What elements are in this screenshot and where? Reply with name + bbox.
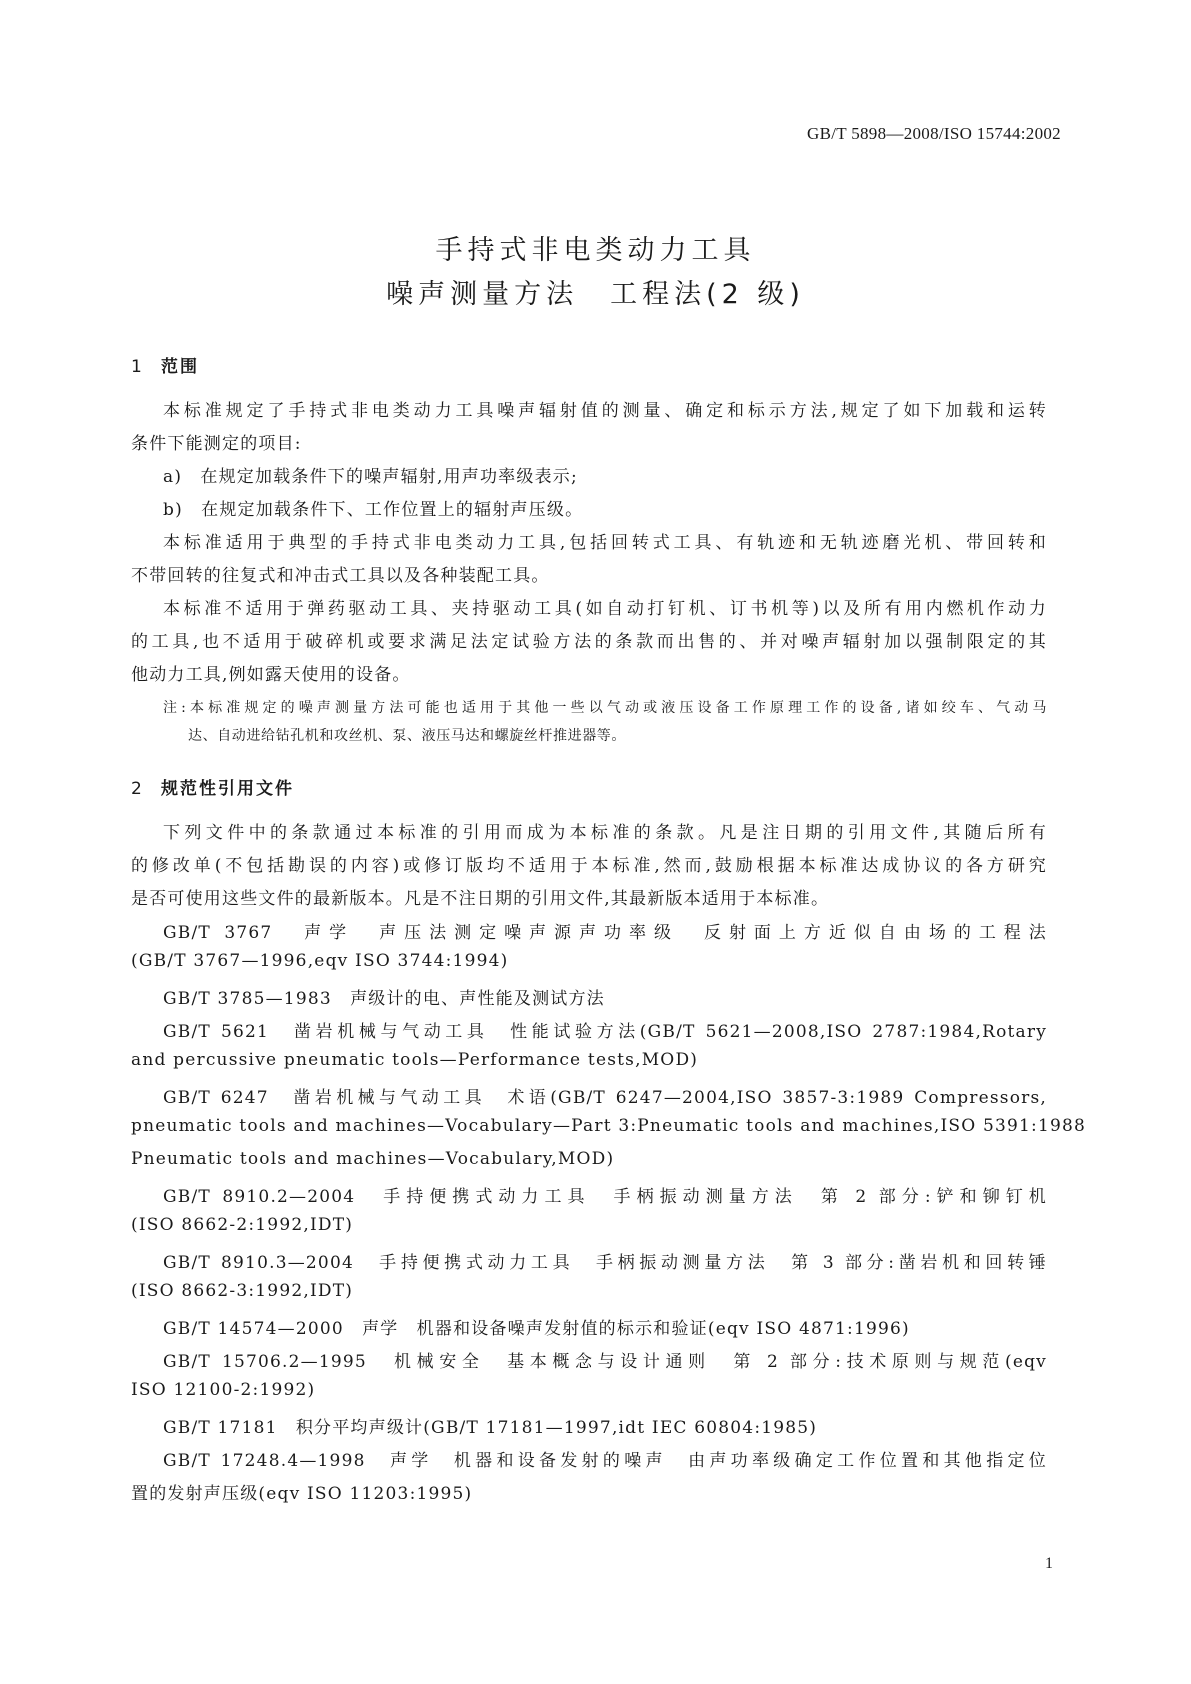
reference-entry-cont: (ISO 8662-2:1992,IDT) <box>131 1215 354 1235</box>
paragraph-line: 下列文件中的条款通过本标准的引用而成为本标准的条款。凡是注日期的引用文件,其随后所有 <box>163 823 1047 843</box>
reference-entry-cont: (GB/T 3767—1996,eqv ISO 3744:1994) <box>131 951 509 971</box>
section-title: 范围 <box>161 357 199 377</box>
reference-entry: GB/T 3785—1983 声级计的电、声性能及测试方法 <box>163 989 605 1009</box>
list-item-b: b) 在规定加载条件下、工作位置上的辐射声压级。 <box>163 500 584 520</box>
paragraph-line: 本标准不适用于弹药驱动工具、夹持驱动工具(如自动打钉机、订书机等)以及所有用内燃机作动力 <box>163 599 1047 619</box>
section-1-heading <box>131 352 199 377</box>
list-item-a: a) 在规定加载条件下的噪声辐射,用声功率级表示; <box>163 467 578 487</box>
paragraph-line: 的修改单(不包括勘误的内容)或修订版均不适用于本标准,然而,鼓励根据本标准达成协议的各方研究 <box>131 856 1047 876</box>
section-title: 规范性引用文件 <box>161 779 294 799</box>
note-line: 达、自动进给钻孔机和攻丝机、泵、液压马达和螺旋丝杆推进器等。 <box>188 728 626 744</box>
reference-entry: GB/T 17181 积分平均声级计(GB/T 17181—1997,idt IEC 60804:1985) <box>163 1418 818 1438</box>
paragraph-line: 条件下能测定的项目: <box>131 434 302 454</box>
reference-entry-cont: 置的发射声压级(eqv ISO 11203:1995) <box>131 1484 473 1504</box>
document-title-line-2: 噪声测量方法 工程法(2 级) <box>386 279 805 310</box>
paragraph-line: 是否可使用这些文件的最新版本。凡是不注日期的引用文件,其最新版本适用于本标准。 <box>131 889 830 909</box>
reference-entry: GB/T 8910.3—2004 手持便携式动力工具 手柄振动测量方法 第 3 部分:凿岩机和回转锤 <box>163 1253 1047 1273</box>
paragraph-line: 本标准适用于典型的手持式非电类动力工具,包括回转式工具、有轨迹和无轨迹磨光机、带回转和 <box>163 533 1047 553</box>
section-number: 2 <box>131 779 144 799</box>
reference-entry-cont: Pneumatic tools and machines—Vocabulary,MOD) <box>131 1149 615 1169</box>
reference-entry-cont: and percussive pneumatic tools—Performance tests,MOD) <box>131 1050 699 1070</box>
paragraph-line: 的工具,也不适用于破碎机或要求满足法定试验方法的条款而出售的、并对噪声辐射加以强制限定的其 <box>131 632 1047 652</box>
reference-entry: GB/T 8910.2—2004 手持便携式动力工具 手柄振动测量方法 第 2 部分:铲和铆钉机 <box>163 1187 1047 1207</box>
reference-entry: GB/T 14574—2000 声学 机器和设备噪声发射值的标示和验证(eqv ISO 4871:1996) <box>163 1319 910 1339</box>
section-2-heading <box>131 774 294 799</box>
section-number: 1 <box>131 357 144 377</box>
reference-entry: GB/T 6247 凿岩机械与气动工具 术语(GB/T 6247—2004,ISO 3857-3:1989 Compressors, <box>163 1088 1047 1108</box>
paragraph-line: 本标准规定了手持式非电类动力工具噪声辐射值的测量、确定和标示方法,规定了如下加载和运转 <box>163 401 1047 421</box>
document-title-line-1: 手持式非电类动力工具 <box>435 235 756 266</box>
note-line: 注:本标准规定的噪声测量方法可能也适用于其他一些以气动或液压设备工作原理工作的设备,诸如绞车、气动马 <box>163 700 1047 716</box>
reference-entry: GB/T 17248.4—1998 声学 机器和设备发射的噪声 由声功率级确定工作位置和其他指定位 <box>163 1451 1047 1471</box>
reference-entry-cont: (ISO 8662-3:1992,IDT) <box>131 1281 354 1301</box>
reference-entry: GB/T 3767 声学 声压法测定噪声源声功率级 反射面上方近似自由场的工程法 <box>163 923 1047 943</box>
reference-entry: GB/T 15706.2—1995 机械安全 基本概念与设计通则 第 2 部分:技术原则与规范(eqv <box>163 1352 1047 1372</box>
page-number: 1 <box>1045 1555 1053 1572</box>
reference-entry: GB/T 5621 凿岩机械与气动工具 性能试验方法(GB/T 5621—2008,ISO 2787:1984,Rotary <box>163 1022 1047 1042</box>
reference-entry-cont: pneumatic tools and machines—Vocabulary—Part 3:Pneumatic tools and machines,ISO 5391:1988 <box>131 1116 1087 1136</box>
reference-entry-cont: ISO 12100-2:1992) <box>131 1380 316 1400</box>
paragraph-line: 不带回转的往复式和冲击式工具以及各种装配工具。 <box>131 566 550 586</box>
paragraph-line: 他动力工具,例如露天使用的设备。 <box>131 665 411 685</box>
standard-code-header: GB/T 5898—2008/ISO 15744:2002 <box>807 124 1061 143</box>
